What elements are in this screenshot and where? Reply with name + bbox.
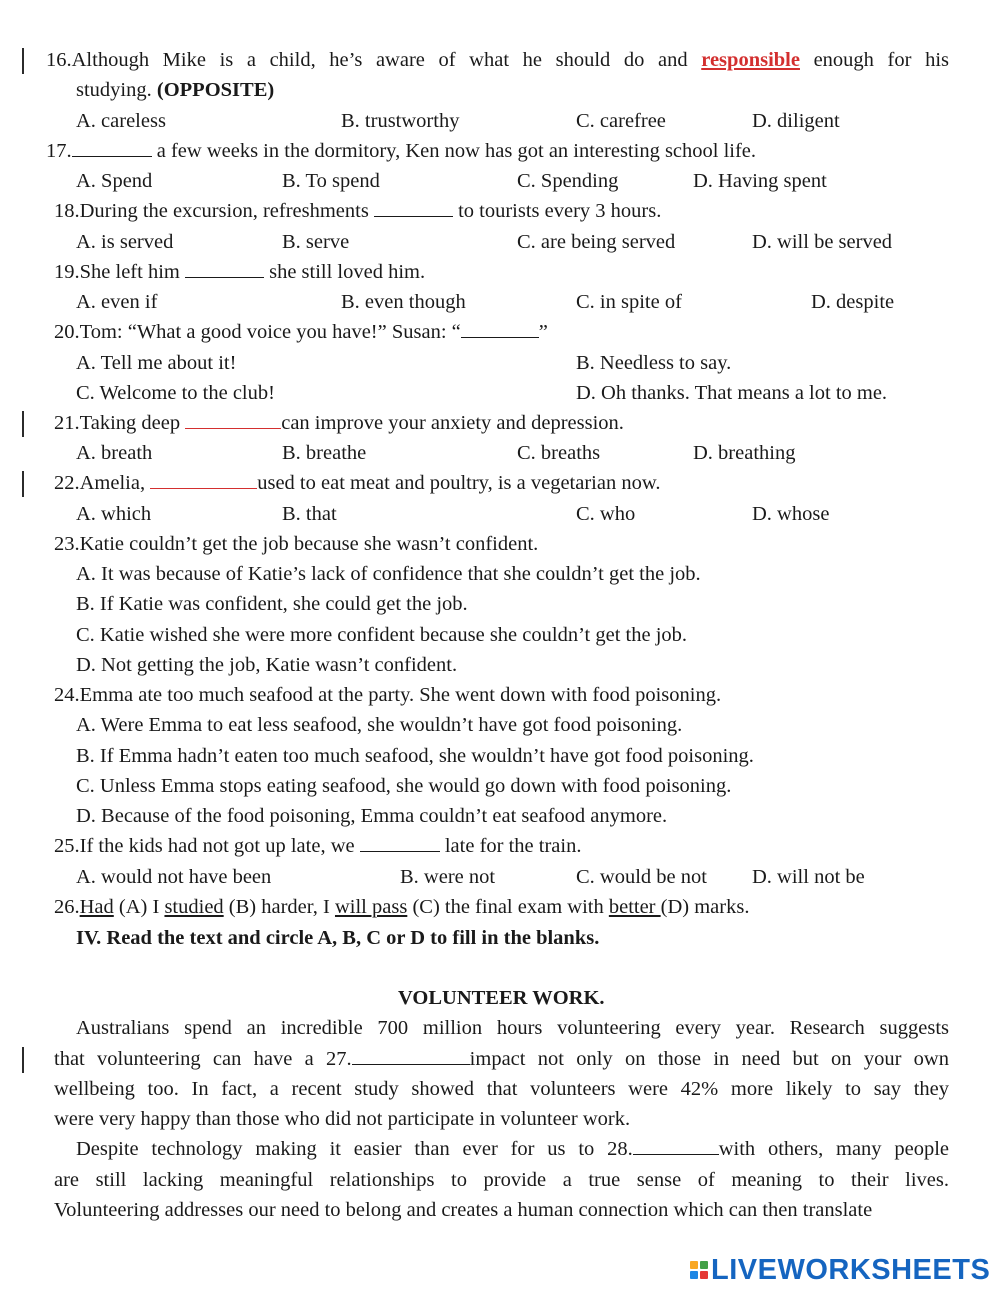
- q19-option-c[interactable]: C. in spite of: [576, 291, 682, 313]
- q26-part-a[interactable]: Had: [79, 896, 114, 918]
- q18-option-b[interactable]: B. serve: [282, 231, 350, 253]
- q26-part-b[interactable]: studied: [164, 896, 224, 918]
- q23-option-b[interactable]: B. If Katie was confident, she could get the job.: [76, 593, 468, 615]
- q24-option-c[interactable]: C. Unless Emma stops eating seafood, she would go down with food poisoning.: [76, 775, 732, 797]
- margin-mark: [22, 48, 24, 74]
- q18-option-d[interactable]: D. will be served: [752, 231, 893, 253]
- q20-option-d[interactable]: D. Oh thanks. That means a lot to me.: [576, 382, 888, 404]
- q21-stem: 21.Taking deep can improve your anxiety and depression.: [54, 412, 624, 434]
- q23-option-c[interactable]: C. Katie wished she were more confident because she couldn’t get the job.: [76, 624, 688, 646]
- q22-option-b[interactable]: B. that: [282, 503, 337, 525]
- q28-blank[interactable]: [633, 1137, 719, 1155]
- q24-option-d[interactable]: D. Because of the food poisoning, Emma couldn’t eat seafood anymore.: [76, 805, 668, 827]
- q27-blank[interactable]: [352, 1047, 470, 1065]
- q20-stem: 20.Tom: “What a good voice you have!” Susan: “ ”: [54, 321, 548, 343]
- q19-blank[interactable]: [185, 260, 264, 278]
- liveworksheets-logo: [690, 1254, 990, 1286]
- q17-option-d[interactable]: D. Having spent: [693, 170, 827, 192]
- q20-option-b[interactable]: B. Needless to say.: [576, 352, 732, 374]
- q19-option-d[interactable]: D. despite: [811, 291, 895, 313]
- q20-option-a[interactable]: A. Tell me about it!: [76, 352, 237, 374]
- q26-part-d[interactable]: better: [608, 896, 661, 918]
- q16-key-word: responsible: [701, 49, 800, 71]
- passage-p1-line1: Australians spend an incredible 700 million hours volunteering every year. Research suggests: [76, 1017, 949, 1039]
- q17-option-b[interactable]: B. To spend: [282, 170, 380, 192]
- q21-option-a[interactable]: A. breath: [76, 442, 153, 464]
- q16-option-d[interactable]: D. diligent: [752, 110, 840, 132]
- passage-p1-line4: were very happy than those who did not participate in volunteer work.: [54, 1108, 631, 1130]
- q16-option-b[interactable]: B. trustworthy: [341, 110, 460, 132]
- q23-option-a[interactable]: A. It was because of Katie’s lack of confidence that she couldn’t get the job.: [76, 563, 701, 585]
- passage-title: VOLUNTEER WORK.: [398, 987, 605, 1009]
- q16-stem: 16.Although Mike is a child, he’s aware of what he should do and responsible enough for his: [46, 49, 949, 71]
- q21-option-b[interactable]: B. breathe: [282, 442, 367, 464]
- q25-option-b[interactable]: B. were not: [400, 866, 496, 888]
- q16-option-c[interactable]: C. carefree: [576, 110, 666, 132]
- passage-p1-line3: wellbeing too. In fact, a recent study showed that volunteers were 42% more likely to say they: [54, 1078, 949, 1100]
- q18-stem: 18.During the excursion, refreshments to tourists every 3 hours.: [54, 200, 662, 222]
- q17-option-a[interactable]: A. Spend: [76, 170, 153, 192]
- q25-option-d[interactable]: D. will not be: [752, 866, 865, 888]
- passage-p2-line1: Despite technology making it easier than ever for us to 28. with others, many people: [76, 1138, 949, 1160]
- margin-mark: [22, 411, 24, 437]
- q18-blank[interactable]: [374, 199, 453, 217]
- q18-option-a[interactable]: A. is served: [76, 231, 174, 253]
- passage-p2-line3: Volunteering addresses our need to belong and creates a human connection which can then translate: [54, 1199, 873, 1221]
- q26-stem: 26.Had (A) I studied (B) harder, I will pass (C) the final exam with better (D) marks.: [54, 896, 750, 918]
- q21-option-d[interactable]: D. breathing: [693, 442, 796, 464]
- q25-option-c[interactable]: C. would be not: [576, 866, 707, 888]
- q21-blank[interactable]: [185, 411, 281, 429]
- q19-stem: 19.She left him she still loved him.: [54, 261, 426, 283]
- q22-option-d[interactable]: D. whose: [752, 503, 830, 525]
- q22-option-c[interactable]: C. who: [576, 503, 636, 525]
- section4-heading: IV. Read the text and circle A, B, C or D to fill in the blanks.: [76, 927, 600, 949]
- q23-stem: 23.Katie couldn’t get the job because she wasn’t confident.: [54, 533, 539, 555]
- q20-blank[interactable]: [461, 320, 539, 338]
- q24-stem: 24.Emma ate too much seafood at the party. She went down with food poisoning.: [54, 684, 722, 706]
- q25-stem: 25.If the kids had not got up late, we late for the train.: [54, 835, 582, 857]
- q23-option-d[interactable]: D. Not getting the job, Katie wasn’t confident.: [76, 654, 458, 676]
- q19-option-a[interactable]: A. even if: [76, 291, 158, 313]
- logo-text: LIVEWORKSHEETS: [711, 1253, 991, 1286]
- q22-blank[interactable]: [150, 471, 257, 489]
- q24-option-b[interactable]: B. If Emma hadn’t eaten too much seafood, she wouldn’t have got food poisoning.: [76, 745, 754, 767]
- passage-p1-line2: that volunteering can have a 27. impact not only on those in need but on your own: [54, 1048, 949, 1070]
- q25-option-a[interactable]: A. would not have been: [76, 866, 272, 888]
- q22-stem: 22.Amelia, used to eat meat and poultry, is a vegetarian now.: [54, 472, 661, 494]
- q22-option-a[interactable]: A. which: [76, 503, 152, 525]
- q19-option-b[interactable]: B. even though: [341, 291, 466, 313]
- margin-mark: [22, 471, 24, 497]
- q18-option-c[interactable]: C. are being served: [517, 231, 676, 253]
- q25-blank[interactable]: [360, 834, 440, 852]
- margin-mark: [22, 1047, 24, 1073]
- q17-stem: 17. a few weeks in the dormitory, Ken now has got an interesting school life.: [46, 140, 757, 162]
- q21-option-c[interactable]: C. breaths: [517, 442, 601, 464]
- logo-icon: [690, 1261, 708, 1279]
- q16-stem-line2: studying. (OPPOSITE): [76, 79, 275, 101]
- q20-option-c[interactable]: C. Welcome to the club!: [76, 382, 275, 404]
- q26-part-c[interactable]: will pass: [334, 896, 408, 918]
- q17-blank[interactable]: [72, 139, 152, 157]
- q16-option-a[interactable]: A. careless: [76, 110, 166, 132]
- q24-option-a[interactable]: A. Were Emma to eat less seafood, she wouldn’t have got food poisoning.: [76, 714, 683, 736]
- passage-p2-line2: are still lacking meaningful relationships to provide a true sense of meaning to their lives.: [54, 1169, 949, 1191]
- q17-option-c[interactable]: C. Spending: [517, 170, 619, 192]
